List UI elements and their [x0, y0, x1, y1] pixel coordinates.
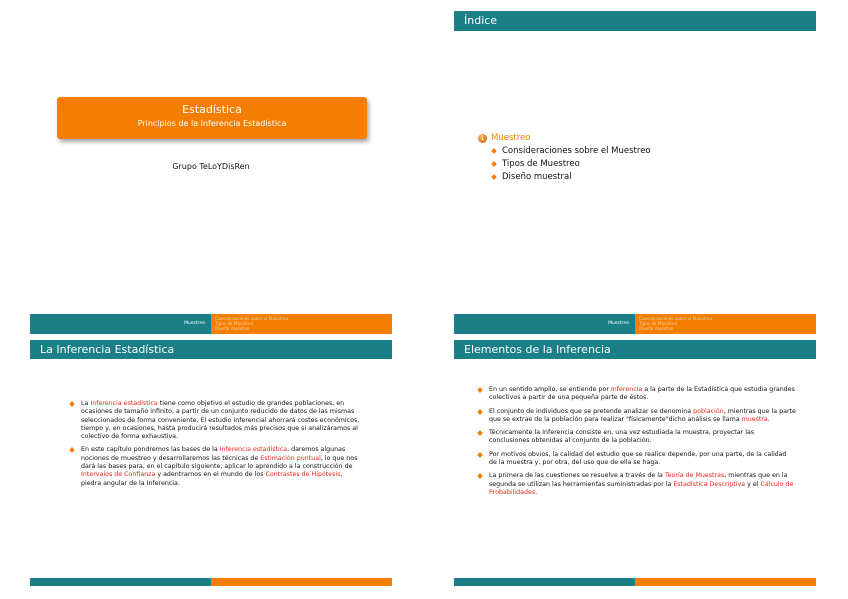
highlighted-term: Intervalos de Confianza: [81, 471, 156, 479]
diamond-bullet-icon: [477, 452, 483, 458]
bullet-item: [70, 400, 360, 441]
diamond-bullet-icon: [69, 448, 75, 454]
diamond-bullet-icon: [491, 174, 497, 180]
nav-subsection[interactable]: Tipos de Muestreo: [639, 321, 678, 326]
toc-subsection[interactable]: [492, 159, 651, 169]
footer-title-area: [635, 578, 816, 595]
diamond-bullet-icon: [69, 401, 75, 407]
text-segment: , mientras que en la segunda se utilizan las herramientas suministradas por la: [489, 472, 788, 488]
bullet-item: [478, 429, 796, 446]
nav-subsection[interactable]: Consideraciones sobre el Muestreo: [639, 316, 713, 321]
inference-slide: [30, 314, 392, 595]
text-segment: , lo que nos dará las bases para, en el capítulo siguiente, aplicar lo aprendido a la construcción de: [81, 454, 358, 471]
nav-section[interactable]: Muestreo: [184, 321, 205, 326]
toc-section[interactable]: [478, 133, 651, 143]
footer-title: Estadística: [641, 590, 666, 595]
footer-title: Estadística: [217, 590, 242, 595]
highlighted-term: Inferencia estadística: [90, 400, 158, 407]
bullet-text: [489, 429, 796, 446]
nav-subsection[interactable]: Diseño muestral: [639, 326, 674, 331]
diamond-bullet-icon: [491, 148, 497, 154]
title-box: [57, 97, 367, 139]
footer-author: Grupo TeLoYDisRen: [161, 590, 205, 595]
highlighted-term: Teoría de Muestras: [664, 472, 725, 480]
text-segment: tiene como objetivo el estudio de grandes poblaciones, en ocasiones de tamaño infinito, a partir de un conjunto reducido de datos de las mismas seleccionados de forma conveniente. El estudio inferencial ahorrará costes económicos, tiempo y, en ocasiones, hasta producirá resultados más precisos que si analizáramos al colectivo de forma exhaustiva.: [81, 400, 360, 441]
text-segment: La: [81, 400, 91, 407]
bullet-text: [81, 446, 360, 487]
presentation-author: Grupo TeLoYDisRen: [172, 162, 250, 171]
navigation-bar: [454, 314, 816, 334]
nav-subsections: [215, 316, 288, 331]
toc-subsection[interactable]: [492, 172, 651, 182]
text-segment: y el: [745, 480, 761, 488]
bullet-text: [489, 451, 796, 468]
bullet-text: [489, 386, 796, 403]
highlighted-term: Inferencia estadística: [219, 446, 288, 454]
bullet-text: [489, 472, 796, 497]
toc-subsection-label: Consideraciones sobre el Muestreo: [502, 146, 651, 156]
index-slide: [454, 11, 816, 283]
bullet-item: [478, 472, 796, 497]
diamond-bullet-icon: [477, 387, 483, 393]
elements-slide: [454, 314, 816, 595]
highlighted-term: muestra: [741, 415, 768, 423]
bullet-list: [70, 400, 360, 493]
toc-section-label: Muestreo: [491, 133, 531, 143]
diamond-bullet-icon: [491, 161, 497, 167]
presentation-subtitle: Principios de la Inferencia Estadística: [137, 119, 287, 128]
toc-subsection-label: Tipos de Muestreo: [502, 159, 580, 169]
frame-title: Índice: [454, 11, 816, 31]
text-segment: , daremos algunas nociones de muestreo y desarrollaremos las técnicas de: [81, 446, 346, 462]
bullet-item: [478, 386, 796, 403]
table-of-contents: [478, 133, 651, 185]
text-segment: y adentrarnos en el mundo de los: [155, 471, 266, 479]
bullet-list: [478, 386, 796, 502]
text-segment: En este capítulo pondremos las bases de la: [81, 446, 220, 454]
section-number-ball: 1: [478, 134, 487, 143]
nav-subsection[interactable]: Diseño muestral: [215, 326, 250, 331]
nav-subsection[interactable]: Consideraciones sobre el Muestreo: [215, 316, 289, 321]
toc-subsection[interactable]: [492, 146, 651, 156]
bullet-text: [489, 408, 796, 425]
text-segment: Técnicamente la Inferencia consiste en, una vez estudiada la muestra, proyectar las conclusiones obtenidas al conjunto de la población.: [489, 429, 755, 445]
footer-bar: [30, 578, 392, 595]
bullet-item: [478, 408, 796, 425]
text-segment: El conjunto de individuos que se pretende analizar se denomina: [489, 407, 694, 415]
footer-author: Grupo TeLoYDisRen: [585, 590, 629, 595]
navigation-bar: [30, 314, 392, 334]
highlighted-term: Estadística Descriptiva: [673, 480, 746, 488]
highlighted-term: Cálculo de Probabilidades: [489, 480, 794, 496]
nav-section-area: [30, 314, 211, 334]
title-slide: [30, 11, 392, 283]
footer-author-area: [30, 578, 211, 595]
nav-section[interactable]: Muestreo: [608, 321, 629, 326]
highlighted-term: Inferencia: [610, 386, 643, 393]
diamond-bullet-icon: [477, 430, 483, 436]
footer-bar: [454, 578, 816, 595]
text-segment: La primera de las cuestiones se resuelve a través de la: [489, 472, 665, 480]
diamond-bullet-icon: [477, 409, 483, 415]
highlighted-term: Contrastes de Hipótesis: [265, 471, 341, 479]
nav-subsections: [639, 316, 712, 331]
nav-subsection-area: [211, 314, 392, 334]
footer-author-area: [454, 578, 635, 595]
text-segment: Por motivos obvios, la calidad del estudio que se realice depende, por una parte, de la calidad de la muestra y, por otra, del uso que de ella se haga.: [489, 450, 787, 467]
nav-section-area: [454, 314, 635, 334]
nav-subsection[interactable]: Tipos de Muestreo: [215, 321, 254, 326]
highlighted-term: Estimación puntual: [260, 454, 321, 462]
text-segment: a la parte de la Estadística que estudia grandes colectivos a partir de una pequeña parte de éstos.: [489, 386, 795, 402]
highlighted-term: población: [693, 407, 724, 415]
text-segment: .: [535, 488, 538, 496]
diamond-bullet-icon: [477, 474, 483, 480]
toc-subsection-label: Diseño muestral: [502, 172, 572, 182]
text-segment: En un sentido amplio, se entiende por: [489, 386, 611, 393]
presentation-title: Estadística: [182, 103, 242, 116]
bullet-item: [478, 451, 796, 468]
bullet-item: [70, 446, 360, 487]
footer-title-area: [211, 578, 392, 595]
text-segment: , piedra angular de la Inferencia.: [81, 471, 343, 487]
bullet-text: [81, 400, 360, 441]
frame-title: La Inferencia Estadística: [30, 340, 392, 359]
nav-subsection-area: [635, 314, 816, 334]
text-segment: , mientras que la parte que se extrae de la población para realizar "físicamente"dicho análisis se llama: [489, 407, 796, 423]
text-segment: .: [767, 415, 770, 423]
frame-title: Elementos de la Inferencia: [454, 340, 816, 359]
